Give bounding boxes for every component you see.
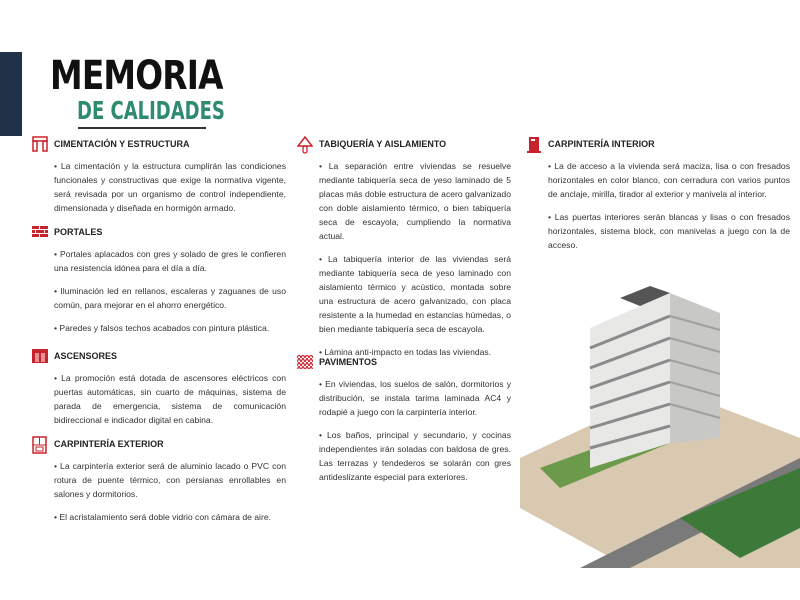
paragraph: • El acristalamiento será doble vidrio con cámara de aire. — [54, 512, 272, 522]
section-heading: CIMENTACIÓN Y ESTRUCTURA — [54, 139, 190, 149]
section-pavimentos — [319, 353, 511, 484]
navy-accent-bar — [0, 52, 22, 136]
paragraph: • En viviendas, los suelos de salón, dormitorios y distribución, se instala tarima laminada AC4 y rodapié a juego con la carpintería interior. — [319, 379, 511, 417]
section-heading: ASCENSORES — [54, 351, 118, 361]
section-heading: CARPINTERÍA EXTERIOR — [54, 439, 164, 449]
paragraph: • Iluminación led en rellanos, escaleras y zaguanes de uso común, para mejorar en el ahorro energético. — [54, 286, 286, 310]
title-de-calidades: DE CALIDADES — [77, 96, 225, 125]
section-heading: CARPINTERÍA INTERIOR — [548, 139, 655, 149]
paragraph: • Paredes y falsos techos acabados con pintura plástica. — [54, 323, 270, 333]
paragraph: • Lámina anti-impacto en todas las viviendas. — [319, 347, 492, 357]
paragraph: • La cimentación y la estructura cumplirán las condiciones funcionales y constructivas que exige la normativa vigente, será revisada por un organismo de control independiente, dimensionada y diseñada en hormigón armado. — [54, 161, 286, 213]
paragraph: • La carpintería exterior será de aluminio lacado o PVC con rotura de puente térmico, con persianas enrollables en salones y dormitorios. — [54, 461, 286, 499]
section-heading: PORTALES — [54, 227, 103, 237]
paragraph: • La promoción está dotada de ascensores eléctricos con puertas automáticas, sin cuarto de máquinas, sistema de parada de emergencia, sistema de comunicación bidireccional e indicador digital en cabina. — [54, 373, 286, 425]
title-memoria: MEMORIA — [50, 53, 223, 99]
elevator-icon — [32, 348, 48, 364]
section-carpinteria-interior — [548, 135, 790, 252]
section-heading: PAVIMENTOS — [319, 357, 378, 367]
paragraph: • Los baños, principal y secundario, y cocinas independientes irán soladas con baldosa de gres. Las terrazas y tendederos se solarán con gres antideslizante especial para exteriores. — [319, 430, 511, 482]
window-icon — [32, 436, 48, 452]
section-heading: TABIQUERÍA Y AISLAMIENTO — [319, 139, 447, 149]
brick-wall-icon — [32, 224, 48, 240]
section-tabiqueria — [319, 135, 511, 359]
building-rendering — [520, 268, 800, 568]
paragraph: • La de acceso a la vivienda será maciza, lisa o con fresados horizontales en color blanco, con cerradura con varios puntos de anclaje, mirilla, tirador al exterior y manivela al interior. — [548, 161, 790, 199]
paragraph: • La separación entre viviendas se resuelve mediante tabiquería seca de yeso laminado de 5 placas más doble estructura de acero galvanizado con doble aislamiento térmico, o bien tabiquería seca de escayola, cumpliendo la normativa actual. — [319, 161, 511, 241]
section-carpinteria-exterior — [54, 435, 286, 524]
door-icon — [526, 136, 542, 152]
trowel-icon — [297, 136, 313, 152]
paragraph: • Portales aplacados con gres y solado de gres le confieren una resistencia idónea para el día a día. — [54, 249, 286, 273]
title-underline — [78, 127, 206, 129]
floor-pattern-icon — [297, 354, 313, 370]
section-cimentacion — [54, 135, 286, 215]
paragraph: • Las puertas interiores serán blancas y lisas o con fresados horizontales, sistema block, con manivelas a juego con la de acceso. — [548, 212, 790, 250]
section-portales — [54, 223, 286, 335]
structure-icon — [32, 136, 48, 152]
paragraph: • La tabiquería interior de las viviendas será mediante tabiquería seca de yeso laminado con aislamiento térmico y acústico, montada sobre una estructura de acero galvanizado, con placa resistente a la humedad en estancias húmedas, o bien mediante tabiquería seca de escayola. — [319, 254, 511, 334]
section-ascensores — [54, 347, 286, 427]
